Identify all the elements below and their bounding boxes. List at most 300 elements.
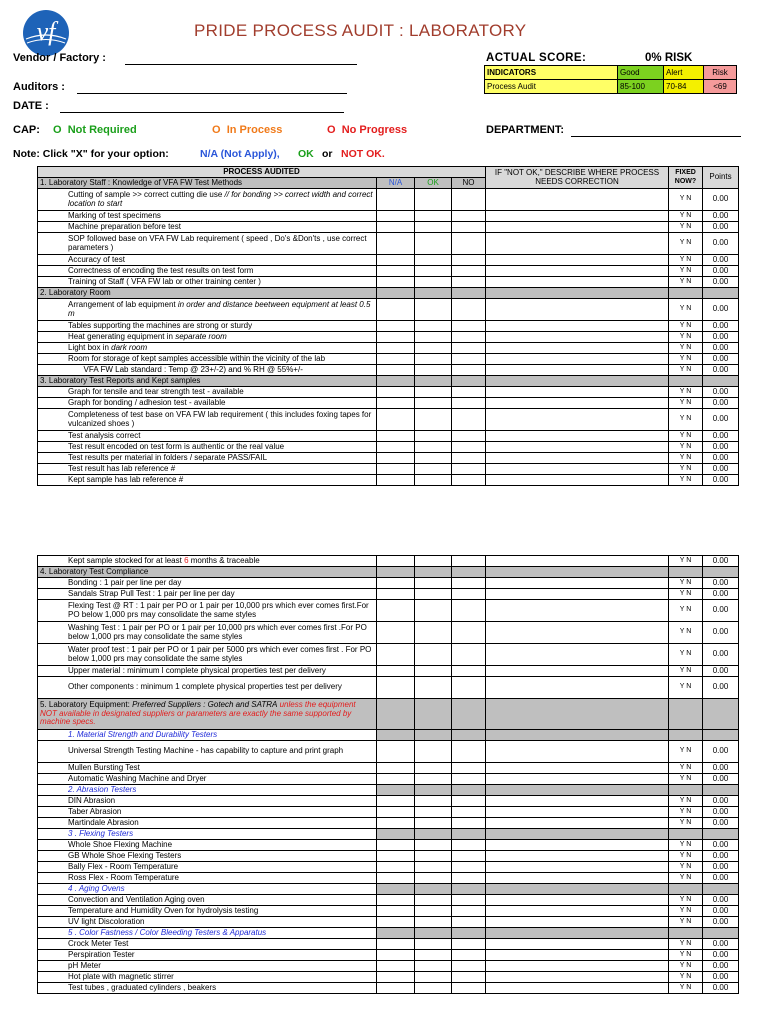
na-checkbox-cell[interactable] xyxy=(377,807,415,818)
correction-description-cell[interactable] xyxy=(486,409,669,431)
fixed-now-toggle[interactable]: Y N xyxy=(669,796,703,807)
fixed-now-toggle[interactable]: Y N xyxy=(669,442,703,453)
ok-checkbox-cell[interactable] xyxy=(415,677,452,699)
no-checkbox-cell[interactable] xyxy=(452,211,486,222)
ok-checkbox-cell[interactable] xyxy=(415,255,452,266)
date-field[interactable] xyxy=(60,112,344,113)
process-item-label: Graph for tensile and tear strength test - available xyxy=(38,387,377,398)
na-checkbox-cell[interactable] xyxy=(377,255,415,266)
table-row xyxy=(38,343,739,354)
no-checkbox-cell[interactable] xyxy=(452,222,486,233)
no-checkbox-cell[interactable] xyxy=(452,321,486,332)
no-checkbox-cell[interactable] xyxy=(452,600,486,622)
fixed-now-toggle[interactable]: Y N xyxy=(669,475,703,486)
ok-checkbox-cell[interactable] xyxy=(415,578,452,589)
section-filler-cell xyxy=(415,376,452,387)
correction-description-cell[interactable] xyxy=(486,222,669,233)
ok-checkbox-cell[interactable] xyxy=(415,464,452,475)
fixed-now-toggle[interactable]: Y N xyxy=(669,961,703,972)
correction-description-cell[interactable] xyxy=(486,387,669,398)
correction-description-cell[interactable] xyxy=(486,763,669,774)
fixed-now-toggle[interactable]: Y N xyxy=(669,321,703,332)
section-filler-cell xyxy=(703,288,739,299)
na-checkbox-cell[interactable] xyxy=(377,211,415,222)
ok-checkbox-cell[interactable] xyxy=(415,796,452,807)
correction-description-cell[interactable] xyxy=(486,851,669,862)
correction-description-cell[interactable] xyxy=(486,321,669,332)
no-checkbox-cell[interactable] xyxy=(452,255,486,266)
ok-checkbox-cell[interactable] xyxy=(415,556,452,567)
ok-checkbox-cell[interactable] xyxy=(415,939,452,950)
section-filler-cell xyxy=(669,376,703,387)
na-checkbox-cell[interactable] xyxy=(377,818,415,829)
na-checkbox-cell[interactable] xyxy=(377,354,415,365)
no-checkbox-cell[interactable] xyxy=(452,299,486,321)
no-checkbox-cell[interactable] xyxy=(452,332,486,343)
no-checkbox-cell[interactable] xyxy=(452,365,486,376)
na-checkbox-cell[interactable] xyxy=(377,873,415,884)
na-checkbox-cell[interactable] xyxy=(377,961,415,972)
cap-option-in-process[interactable] xyxy=(212,124,282,136)
correction-description-cell[interactable] xyxy=(486,365,669,376)
no-checkbox-cell[interactable] xyxy=(452,677,486,699)
no-checkbox-cell[interactable] xyxy=(452,895,486,906)
na-column-header: N/A xyxy=(377,178,415,189)
fixed-now-toggle[interactable]: Y N xyxy=(669,409,703,431)
section-filler-cell xyxy=(486,829,669,840)
ok-checkbox-cell[interactable] xyxy=(415,365,452,376)
na-checkbox-cell[interactable] xyxy=(377,906,415,917)
ok-checkbox-cell[interactable] xyxy=(415,589,452,600)
correction-description-cell[interactable] xyxy=(486,873,669,884)
fixed-now-toggle[interactable]: Y N xyxy=(669,840,703,851)
points-value: 0.00 xyxy=(703,895,739,906)
no-checkbox-cell[interactable] xyxy=(452,917,486,928)
na-checkbox-cell[interactable] xyxy=(377,343,415,354)
na-checkbox-cell[interactable] xyxy=(377,589,415,600)
no-checkbox-cell[interactable] xyxy=(452,644,486,666)
correction-description-cell[interactable] xyxy=(486,818,669,829)
fixed-now-toggle[interactable]: Y N xyxy=(669,431,703,442)
no-column-header: NO xyxy=(452,178,486,189)
no-checkbox-cell[interactable] xyxy=(452,774,486,785)
section-filler-cell xyxy=(452,567,486,578)
no-checkbox-cell[interactable] xyxy=(452,906,486,917)
section-filler-cell xyxy=(377,376,415,387)
no-checkbox-cell[interactable] xyxy=(452,862,486,873)
no-checkbox-cell[interactable] xyxy=(452,431,486,442)
na-checkbox-cell[interactable] xyxy=(377,266,415,277)
correction-description-cell[interactable] xyxy=(486,796,669,807)
subsection-heading: 2. Abrasion Testers xyxy=(38,785,377,796)
ok-checkbox-cell[interactable] xyxy=(415,277,452,288)
correction-description-cell[interactable] xyxy=(486,774,669,785)
correction-description-cell[interactable] xyxy=(486,862,669,873)
na-checkbox-cell[interactable] xyxy=(377,796,415,807)
section-filler-cell xyxy=(452,884,486,895)
no-checkbox-cell[interactable] xyxy=(452,939,486,950)
ok-checkbox-cell[interactable] xyxy=(415,873,452,884)
audit-table-part1 xyxy=(37,166,739,486)
process-item-label: Mullen Bursting Test xyxy=(38,763,377,774)
na-checkbox-cell[interactable] xyxy=(377,851,415,862)
fixed-now-toggle[interactable]: Y N xyxy=(669,332,703,343)
fixed-now-toggle[interactable]: Y N xyxy=(669,464,703,475)
table-row xyxy=(38,895,739,906)
table-row xyxy=(38,818,739,829)
ok-checkbox-cell[interactable] xyxy=(415,961,452,972)
na-checkbox-cell[interactable] xyxy=(377,222,415,233)
ok-checkbox-cell[interactable] xyxy=(415,600,452,622)
points-value: 0.00 xyxy=(703,807,739,818)
ok-checkbox-cell[interactable] xyxy=(415,343,452,354)
correction-description-cell[interactable] xyxy=(486,622,669,644)
na-checkbox-cell[interactable] xyxy=(377,622,415,644)
process-item-label: Accuracy of test xyxy=(38,255,377,266)
section-filler-cell xyxy=(486,884,669,895)
na-checkbox-cell[interactable] xyxy=(377,917,415,928)
fixed-now-toggle[interactable]: Y N xyxy=(669,622,703,644)
fixed-now-toggle[interactable]: Y N xyxy=(669,862,703,873)
fixed-now-toggle[interactable]: Y N xyxy=(669,189,703,211)
ok-checkbox-cell[interactable] xyxy=(415,818,452,829)
ok-checkbox-cell[interactable] xyxy=(415,644,452,666)
na-checkbox-cell[interactable] xyxy=(377,939,415,950)
fixed-now-toggle[interactable]: Y N xyxy=(669,906,703,917)
correction-description-cell[interactable] xyxy=(486,741,669,763)
correction-description-cell[interactable] xyxy=(486,332,669,343)
points-value: 0.00 xyxy=(703,677,739,699)
correction-description-cell[interactable] xyxy=(486,398,669,409)
correction-description-cell[interactable] xyxy=(486,917,669,928)
fixed-now-toggle[interactable]: Y N xyxy=(669,233,703,255)
no-checkbox-cell[interactable] xyxy=(452,556,486,567)
no-checkbox-cell[interactable] xyxy=(452,983,486,994)
fixed-now-toggle[interactable]: Y N xyxy=(669,818,703,829)
no-checkbox-cell[interactable] xyxy=(452,840,486,851)
table-row xyxy=(38,961,739,972)
ok-checkbox-cell[interactable] xyxy=(415,972,452,983)
correction-description-cell[interactable] xyxy=(486,189,669,211)
fixed-now-toggle[interactable]: Y N xyxy=(669,398,703,409)
ok-checkbox-cell[interactable] xyxy=(415,299,452,321)
cap-option-not-required[interactable] xyxy=(53,124,137,136)
fixed-now-toggle[interactable]: Y N xyxy=(669,255,703,266)
ok-checkbox-cell[interactable] xyxy=(415,332,452,343)
fixed-now-toggle[interactable]: Y N xyxy=(669,277,703,288)
ok-checkbox-cell[interactable] xyxy=(415,741,452,763)
na-checkbox-cell[interactable] xyxy=(377,431,415,442)
ok-checkbox-cell[interactable] xyxy=(415,895,452,906)
cap-text: No Progress xyxy=(341,124,408,136)
ok-checkbox-cell[interactable] xyxy=(415,622,452,644)
fixed-now-toggle[interactable]: Y N xyxy=(669,266,703,277)
ok-checkbox-cell[interactable] xyxy=(415,917,452,928)
na-checkbox-cell[interactable] xyxy=(377,189,415,211)
ok-checkbox-cell[interactable] xyxy=(415,475,452,486)
na-checkbox-cell[interactable] xyxy=(377,365,415,376)
section-row xyxy=(38,785,739,796)
no-checkbox-cell[interactable] xyxy=(452,807,486,818)
fixed-now-toggle[interactable]: Y N xyxy=(669,453,703,464)
section-filler-cell xyxy=(703,699,739,730)
ok-checkbox-cell[interactable] xyxy=(415,233,452,255)
fixed-now-toggle[interactable]: Y N xyxy=(669,354,703,365)
correction-description-cell[interactable] xyxy=(486,644,669,666)
ok-checkbox-cell[interactable] xyxy=(415,189,452,211)
na-checkbox-cell[interactable] xyxy=(377,387,415,398)
no-checkbox-cell[interactable] xyxy=(452,409,486,431)
ok-checkbox-cell[interactable] xyxy=(415,950,452,961)
no-checkbox-cell[interactable] xyxy=(452,961,486,972)
vendor-field[interactable] xyxy=(125,64,357,65)
ok-checkbox-cell[interactable] xyxy=(415,387,452,398)
points-value: 0.00 xyxy=(703,332,739,343)
points-value: 0.00 xyxy=(703,589,739,600)
no-checkbox-cell[interactable] xyxy=(452,589,486,600)
fixed-now-toggle[interactable]: Y N xyxy=(669,589,703,600)
correction-description-cell[interactable] xyxy=(486,255,669,266)
no-checkbox-cell[interactable] xyxy=(452,950,486,961)
no-checkbox-cell[interactable] xyxy=(452,622,486,644)
fixed-now-toggle[interactable]: Y N xyxy=(669,666,703,677)
table-row xyxy=(38,950,739,961)
correction-description-cell[interactable] xyxy=(486,589,669,600)
points-value: 0.00 xyxy=(703,840,739,851)
correction-description-cell[interactable] xyxy=(486,972,669,983)
na-checkbox-cell[interactable] xyxy=(377,972,415,983)
na-checkbox-cell[interactable] xyxy=(377,277,415,288)
points-value: 0.00 xyxy=(703,255,739,266)
process-item-label: Bonding : 1 pair per line per day xyxy=(38,578,377,589)
fixed-now-toggle[interactable]: Y N xyxy=(669,939,703,950)
correction-description-cell[interactable] xyxy=(486,556,669,567)
ok-checkbox-cell[interactable] xyxy=(415,453,452,464)
ok-checkbox-cell[interactable] xyxy=(415,666,452,677)
no-checkbox-cell[interactable] xyxy=(452,972,486,983)
auditors-field[interactable] xyxy=(77,93,347,94)
na-checkbox-cell[interactable] xyxy=(377,475,415,486)
cap-text: In Process xyxy=(226,124,283,136)
audit-table-part2 xyxy=(37,555,739,994)
correction-description-cell[interactable] xyxy=(486,299,669,321)
no-checkbox-cell[interactable] xyxy=(452,277,486,288)
fixed-now-toggle[interactable]: Y N xyxy=(669,299,703,321)
na-checkbox-cell[interactable] xyxy=(377,983,415,994)
fixed-now-toggle[interactable]: Y N xyxy=(669,556,703,567)
correction-description-cell[interactable] xyxy=(486,431,669,442)
points-value: 0.00 xyxy=(703,343,739,354)
no-checkbox-cell[interactable] xyxy=(452,354,486,365)
ok-checkbox-cell[interactable] xyxy=(415,983,452,994)
no-checkbox-cell[interactable] xyxy=(452,741,486,763)
correction-description-cell[interactable] xyxy=(486,233,669,255)
ok-checkbox-cell[interactable] xyxy=(415,763,452,774)
cap-text: Not Required xyxy=(67,124,137,136)
no-checkbox-cell[interactable] xyxy=(452,475,486,486)
no-checkbox-cell[interactable] xyxy=(452,851,486,862)
section-filler-cell xyxy=(669,288,703,299)
ok-checkbox-cell[interactable] xyxy=(415,906,452,917)
no-checkbox-cell[interactable] xyxy=(452,266,486,277)
points-value: 0.00 xyxy=(703,398,739,409)
section-filler-cell xyxy=(377,567,415,578)
ok-checkbox-cell[interactable] xyxy=(415,266,452,277)
correction-description-cell[interactable] xyxy=(486,950,669,961)
ok-checkbox-cell[interactable] xyxy=(415,807,452,818)
no-checkbox-cell[interactable] xyxy=(452,666,486,677)
cap-option-no-progress[interactable] xyxy=(327,124,407,136)
process-item-label: Other components : minimum 1 complete physical properties test per delivery xyxy=(38,677,377,699)
fixed-now-toggle[interactable]: Y N xyxy=(669,950,703,961)
na-checkbox-cell[interactable] xyxy=(377,299,415,321)
correction-description-cell[interactable] xyxy=(486,442,669,453)
correction-description-cell[interactable] xyxy=(486,983,669,994)
ok-checkbox-cell[interactable] xyxy=(415,442,452,453)
no-checkbox-cell[interactable] xyxy=(452,387,486,398)
no-checkbox-cell[interactable] xyxy=(452,818,486,829)
process-item-label: Perspiration Tester xyxy=(38,950,377,961)
na-checkbox-cell[interactable] xyxy=(377,332,415,343)
correction-description-cell[interactable] xyxy=(486,464,669,475)
na-checkbox-cell[interactable] xyxy=(377,233,415,255)
ok-checkbox-cell[interactable] xyxy=(415,840,452,851)
na-checkbox-cell[interactable] xyxy=(377,600,415,622)
correction-description-cell[interactable] xyxy=(486,677,669,699)
fixed-now-toggle[interactable]: Y N xyxy=(669,211,703,222)
no-checkbox-cell[interactable] xyxy=(452,398,486,409)
fixed-now-toggle[interactable]: Y N xyxy=(669,741,703,763)
no-checkbox-cell[interactable] xyxy=(452,442,486,453)
na-checkbox-cell[interactable] xyxy=(377,840,415,851)
fixed-now-toggle[interactable]: Y N xyxy=(669,873,703,884)
fixed-now-toggle[interactable]: Y N xyxy=(669,343,703,354)
correction-description-cell[interactable] xyxy=(486,277,669,288)
fixed-now-toggle[interactable]: Y N xyxy=(669,774,703,785)
section-filler-cell xyxy=(452,699,486,730)
fixed-now-toggle[interactable]: Y N xyxy=(669,578,703,589)
section-filler-cell xyxy=(669,884,703,895)
na-checkbox-cell[interactable] xyxy=(377,763,415,774)
ok-checkbox-cell[interactable] xyxy=(415,431,452,442)
no-checkbox-cell[interactable] xyxy=(452,233,486,255)
ok-checkbox-cell[interactable] xyxy=(415,321,452,332)
points-value: 0.00 xyxy=(703,818,739,829)
na-checkbox-cell[interactable] xyxy=(377,644,415,666)
fixed-now-toggle[interactable]: Y N xyxy=(669,917,703,928)
na-checkbox-cell[interactable] xyxy=(377,464,415,475)
fixed-now-toggle[interactable]: Y N xyxy=(669,763,703,774)
no-checkbox-cell[interactable] xyxy=(452,873,486,884)
na-checkbox-cell[interactable] xyxy=(377,578,415,589)
fixed-now-toggle[interactable]: Y N xyxy=(669,387,703,398)
no-checkbox-cell[interactable] xyxy=(452,464,486,475)
no-checkbox-cell[interactable] xyxy=(452,343,486,354)
na-checkbox-cell[interactable] xyxy=(377,862,415,873)
correction-description-cell[interactable] xyxy=(486,807,669,818)
na-checkbox-cell[interactable] xyxy=(377,409,415,431)
na-checkbox-cell[interactable] xyxy=(377,774,415,785)
no-checkbox-cell[interactable] xyxy=(452,453,486,464)
na-checkbox-cell[interactable] xyxy=(377,321,415,332)
fixed-now-toggle[interactable]: Y N xyxy=(669,644,703,666)
note-na: N/A (Not Apply), xyxy=(200,148,280,160)
ok-checkbox-cell[interactable] xyxy=(415,409,452,431)
correction-description-cell[interactable] xyxy=(486,895,669,906)
section-row xyxy=(38,829,739,840)
ok-checkbox-cell[interactable] xyxy=(415,862,452,873)
correction-description-cell[interactable] xyxy=(486,939,669,950)
na-checkbox-cell[interactable] xyxy=(377,398,415,409)
points-value: 0.00 xyxy=(703,233,739,255)
ok-checkbox-cell[interactable] xyxy=(415,851,452,862)
ok-checkbox-cell[interactable] xyxy=(415,774,452,785)
correction-description-cell[interactable] xyxy=(486,578,669,589)
na-checkbox-cell[interactable] xyxy=(377,666,415,677)
correction-description-cell[interactable] xyxy=(486,906,669,917)
correction-description-cell[interactable] xyxy=(486,211,669,222)
process-item-label: Water proof test : 1 pair per PO or 1 pair per 5000 prs which ever comes first . For PO below 1,000 prs may consolidate the same styles xyxy=(38,644,377,666)
fixed-now-toggle[interactable]: Y N xyxy=(669,851,703,862)
fixed-now-toggle[interactable]: Y N xyxy=(669,365,703,376)
ok-checkbox-cell[interactable] xyxy=(415,354,452,365)
no-checkbox-cell[interactable] xyxy=(452,763,486,774)
points-value: 0.00 xyxy=(703,266,739,277)
section-row xyxy=(38,567,739,578)
correction-description-cell[interactable] xyxy=(486,266,669,277)
points-value: 0.00 xyxy=(703,644,739,666)
fixed-now-toggle[interactable]: Y N xyxy=(669,983,703,994)
fixed-now-toggle[interactable]: Y N xyxy=(669,895,703,906)
fixed-now-toggle[interactable]: Y N xyxy=(669,677,703,699)
na-checkbox-cell[interactable] xyxy=(377,677,415,699)
points-value: 0.00 xyxy=(703,556,739,567)
ok-checkbox-cell[interactable] xyxy=(415,211,452,222)
na-checkbox-cell[interactable] xyxy=(377,950,415,961)
correction-description-cell[interactable] xyxy=(486,453,669,464)
ok-checkbox-cell[interactable] xyxy=(415,398,452,409)
na-checkbox-cell[interactable] xyxy=(377,741,415,763)
correction-description-cell[interactable] xyxy=(486,666,669,677)
points-value: 0.00 xyxy=(703,961,739,972)
department-field[interactable] xyxy=(571,136,741,137)
correction-description-cell[interactable] xyxy=(486,343,669,354)
correction-description-cell[interactable] xyxy=(486,961,669,972)
fixed-now-toggle[interactable]: Y N xyxy=(669,972,703,983)
correction-description-cell[interactable] xyxy=(486,475,669,486)
points-value: 0.00 xyxy=(703,600,739,622)
na-checkbox-cell[interactable] xyxy=(377,556,415,567)
na-checkbox-cell[interactable] xyxy=(377,895,415,906)
correction-description-cell[interactable] xyxy=(486,354,669,365)
section-filler-cell xyxy=(452,928,486,939)
process-item-label: Taber Abrasion xyxy=(38,807,377,818)
section-filler-cell xyxy=(415,928,452,939)
no-checkbox-cell[interactable] xyxy=(452,578,486,589)
correction-description-cell[interactable] xyxy=(486,840,669,851)
ok-checkbox-cell[interactable] xyxy=(415,222,452,233)
fixed-now-toggle[interactable]: Y N xyxy=(669,600,703,622)
no-checkbox-cell[interactable] xyxy=(452,796,486,807)
na-checkbox-cell[interactable] xyxy=(377,442,415,453)
fixed-now-toggle[interactable]: Y N xyxy=(669,807,703,818)
fixed-now-toggle[interactable]: Y N xyxy=(669,222,703,233)
correction-description-cell[interactable] xyxy=(486,600,669,622)
na-checkbox-cell[interactable] xyxy=(377,453,415,464)
process-item-label: Kept sample stocked for at least 6 months & traceable xyxy=(38,556,377,567)
no-checkbox-cell[interactable] xyxy=(452,189,486,211)
section-filler-cell xyxy=(669,785,703,796)
